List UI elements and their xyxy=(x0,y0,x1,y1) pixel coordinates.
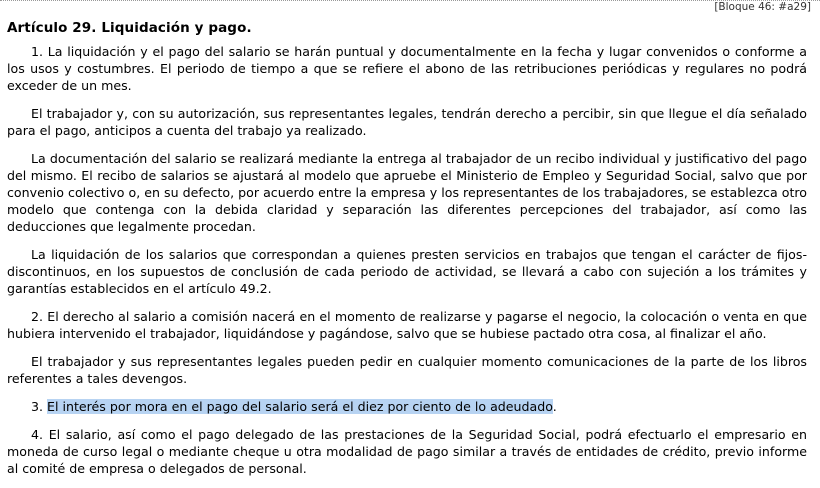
paragraph-1-fijos-discontinuos: La liquidación de los salarios que correspondan a quienes presten servicios en trabajos que tengan el carácter de fijos-discontinuos, en los supuestos de conclusión de cada periodo de actividad, se llevará a cabo con sujeción a los trámites y garantías establecidos en el artículo 49.2. xyxy=(7,247,807,296)
block-reference: [Bloque 46: #a29] xyxy=(714,1,811,13)
paragraph-2-books: El trabajador y sus representantes legales pueden pedir en cualquier momento comunicaciones de la parte de los libros referentes a tales devengos. xyxy=(7,354,807,386)
paragraph-3-prefix: 3. xyxy=(31,399,48,414)
paragraph-4: 4. El salario, así como el pago delegado de las prestaciones de la Seguridad Social, podrá efectuarlo el empresario en moneda de curso legal o mediante cheque u otra modalidad de pago similar a través de entidades de crédito, previo informe al comité de empresa o delegados de personal. xyxy=(7,427,807,476)
top-divider xyxy=(0,0,820,1)
paragraph-3[interactable] xyxy=(7,398,807,415)
paragraph-1-documentation: La documentación del salario se realizará mediante la entrega al trabajador de un recibo individual y justificativo del pago del mismo. El recibo de salarios se ajustará al modelo que apruebe el Ministerio de Empleo y Seguridad Social, salvo que por convenio colectivo o, en su defecto, por acuerdo entre la empresa y los representantes de los trabajadores, se establezca otro modelo que contenga con la debida claridad y separación las diferentes percepciones del trabajador, así como las deducciones que legalmente procedan. xyxy=(7,151,807,234)
paragraph-3-suffix: . xyxy=(552,399,557,414)
paragraph-1: 1. La liquidación y el pago del salario se harán puntual y documentalmente en la fecha y lugar convenidos o conforme a los usos y costumbres. El periodo de tiempo a que se refiere el abono de las retribuciones periódicas y regulares no podrá exceder de un mes. xyxy=(7,44,807,93)
selected-text[interactable]: El interés por mora en el pago del salario será el diez por ciento de lo adeudado xyxy=(47,399,553,414)
paragraph-2: 2. El derecho al salario a comisión nacerá en el momento de realizarse y pagarse el negocio, la colocación o venta en que hubiera intervenido el trabajador, liquidándose y pagándose, salvo que se hubiese pactado otra cosa, al finalizar el año. xyxy=(7,309,807,341)
article-body xyxy=(7,43,807,488)
article-title: Artículo 29. Liquidación y pago. xyxy=(7,20,252,36)
paragraph-1-advances: El trabajador y, con su autorización, sus representantes legales, tendrán derecho a percibir, sin que llegue el día señalado para el pago, anticipos a cuenta del trabajo ya realizado. xyxy=(7,106,807,138)
